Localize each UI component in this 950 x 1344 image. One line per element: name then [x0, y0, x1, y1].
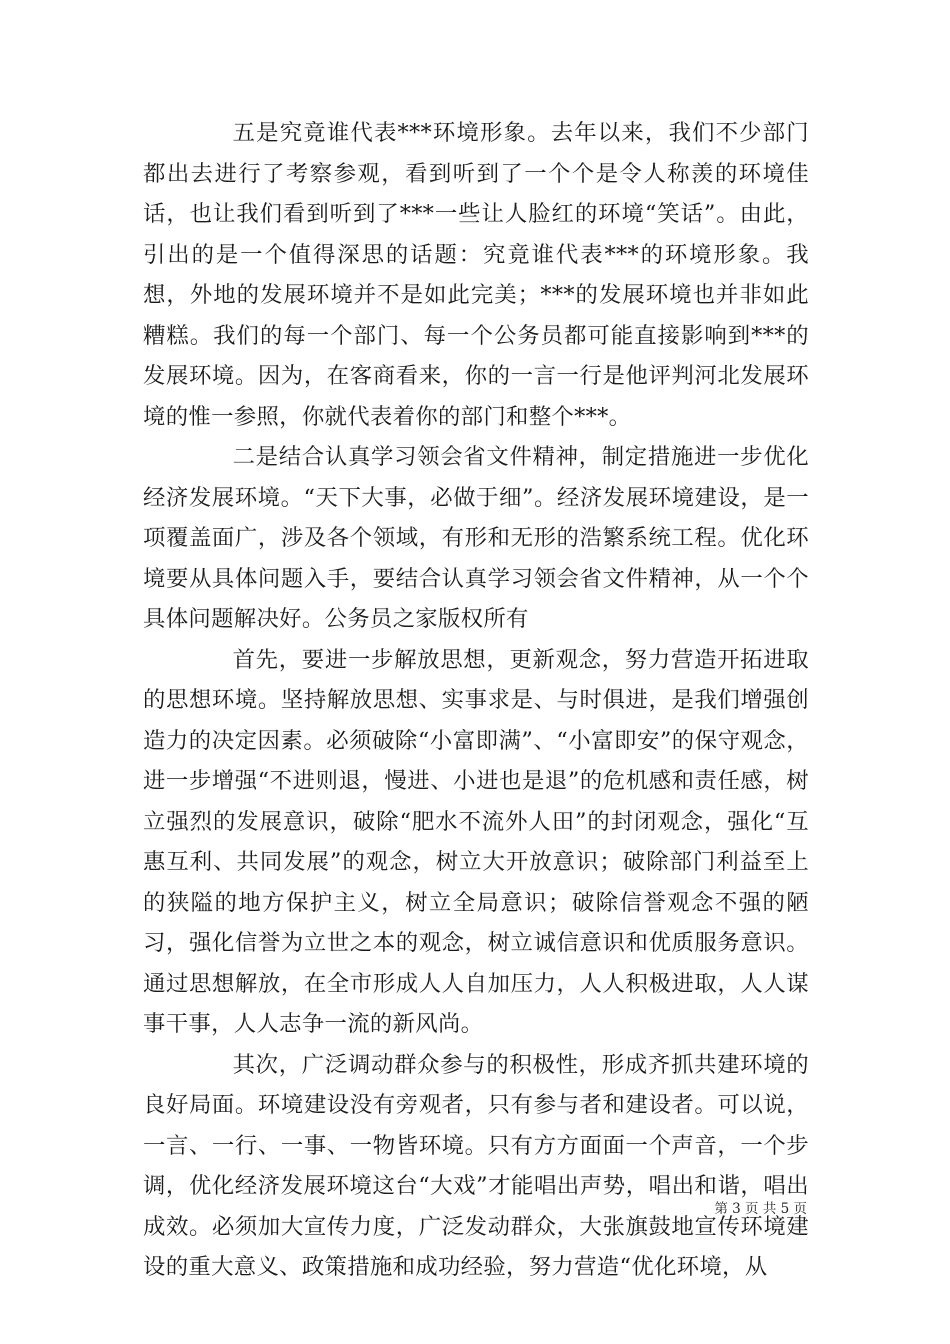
paragraph-4: 其次，广泛调动群众参与的积极性，形成齐抓共建环境的良好局面。环境建设没有旁观者，只有参与者和建设者。可以说，一言、一行、一事、一物皆环境。只有方方面面一个声音，一个步调，优化经济发展环境这台“大戏”才能唱出声势，唱出和谐，唱出成效。必须加大宣传力度，广泛发动群众，大张旗鼓地宣传环境建设的重大意义、政策措施和成功经验，努力营造“优化环境，从	[143, 1051, 809, 1280]
paragraph-3: 首先，要进一步解放思想，更新观念，努力营造开拓进取的思想环境。坚持解放思想、实事求是、与时俱进，是我们增强创造力的决定因素。必须破除“小富即满”、“小富即安”的保守观念，进一步增强“不进则退，慢进、小进也是退”的危机感和责任感，树立强烈的发展意识，破除“肥水不流外人田”的封闭观念，强化“互惠互利、共同发展”的观念，树立大开放意识；破除部门利益至上的狭隘的地方保护主义，树立全局意识；破除信誉观念不强的陋习，强化信誉为立世之本的观念，树立诚信意识和优质服务意识。通过思想解放，在全市形成人人自加压力，人人积极进取，人人谋事干事，人人志争一流的新风尚。	[143, 646, 809, 1037]
page-number-footer: 第 3 页 共 5 页	[714, 1201, 807, 1217]
paragraph-2: 二是结合认真学习领会省文件精神，制定措施进一步优化经济发展环境。“天下大事，必做于细”。经济发展环境建设，是一项覆盖面广，涉及各个领域，有形和无形的浩繁系统工程。优化环境要从具体问题入手，要结合认真学习领会省文件精神，从一个个具体问题解决好。公务员之家版权所有	[143, 444, 809, 632]
paragraph-1: 五是究竟谁代表***环境形象。去年以来，我们不少部门都出去进行了考察参观，看到听到了一个个是令人称羡的环境佳话，也让我们看到听到了***一些让人脸红的环境“笑话”。由此，引出的是一个值得深思的话题：究竟谁代表***的环境形象。我想，外地的发展环境并不是如此完美；***的发展环境也并非如此糟糕。我们的每一个部门、每一个公务员都可能直接影响到***的发展环境。因为，在客商看来，你的一言一行是他评判河北发展环境的惟一参照，你就代表着你的部门和整个***。	[143, 120, 809, 430]
document-body	[143, 113, 809, 1288]
